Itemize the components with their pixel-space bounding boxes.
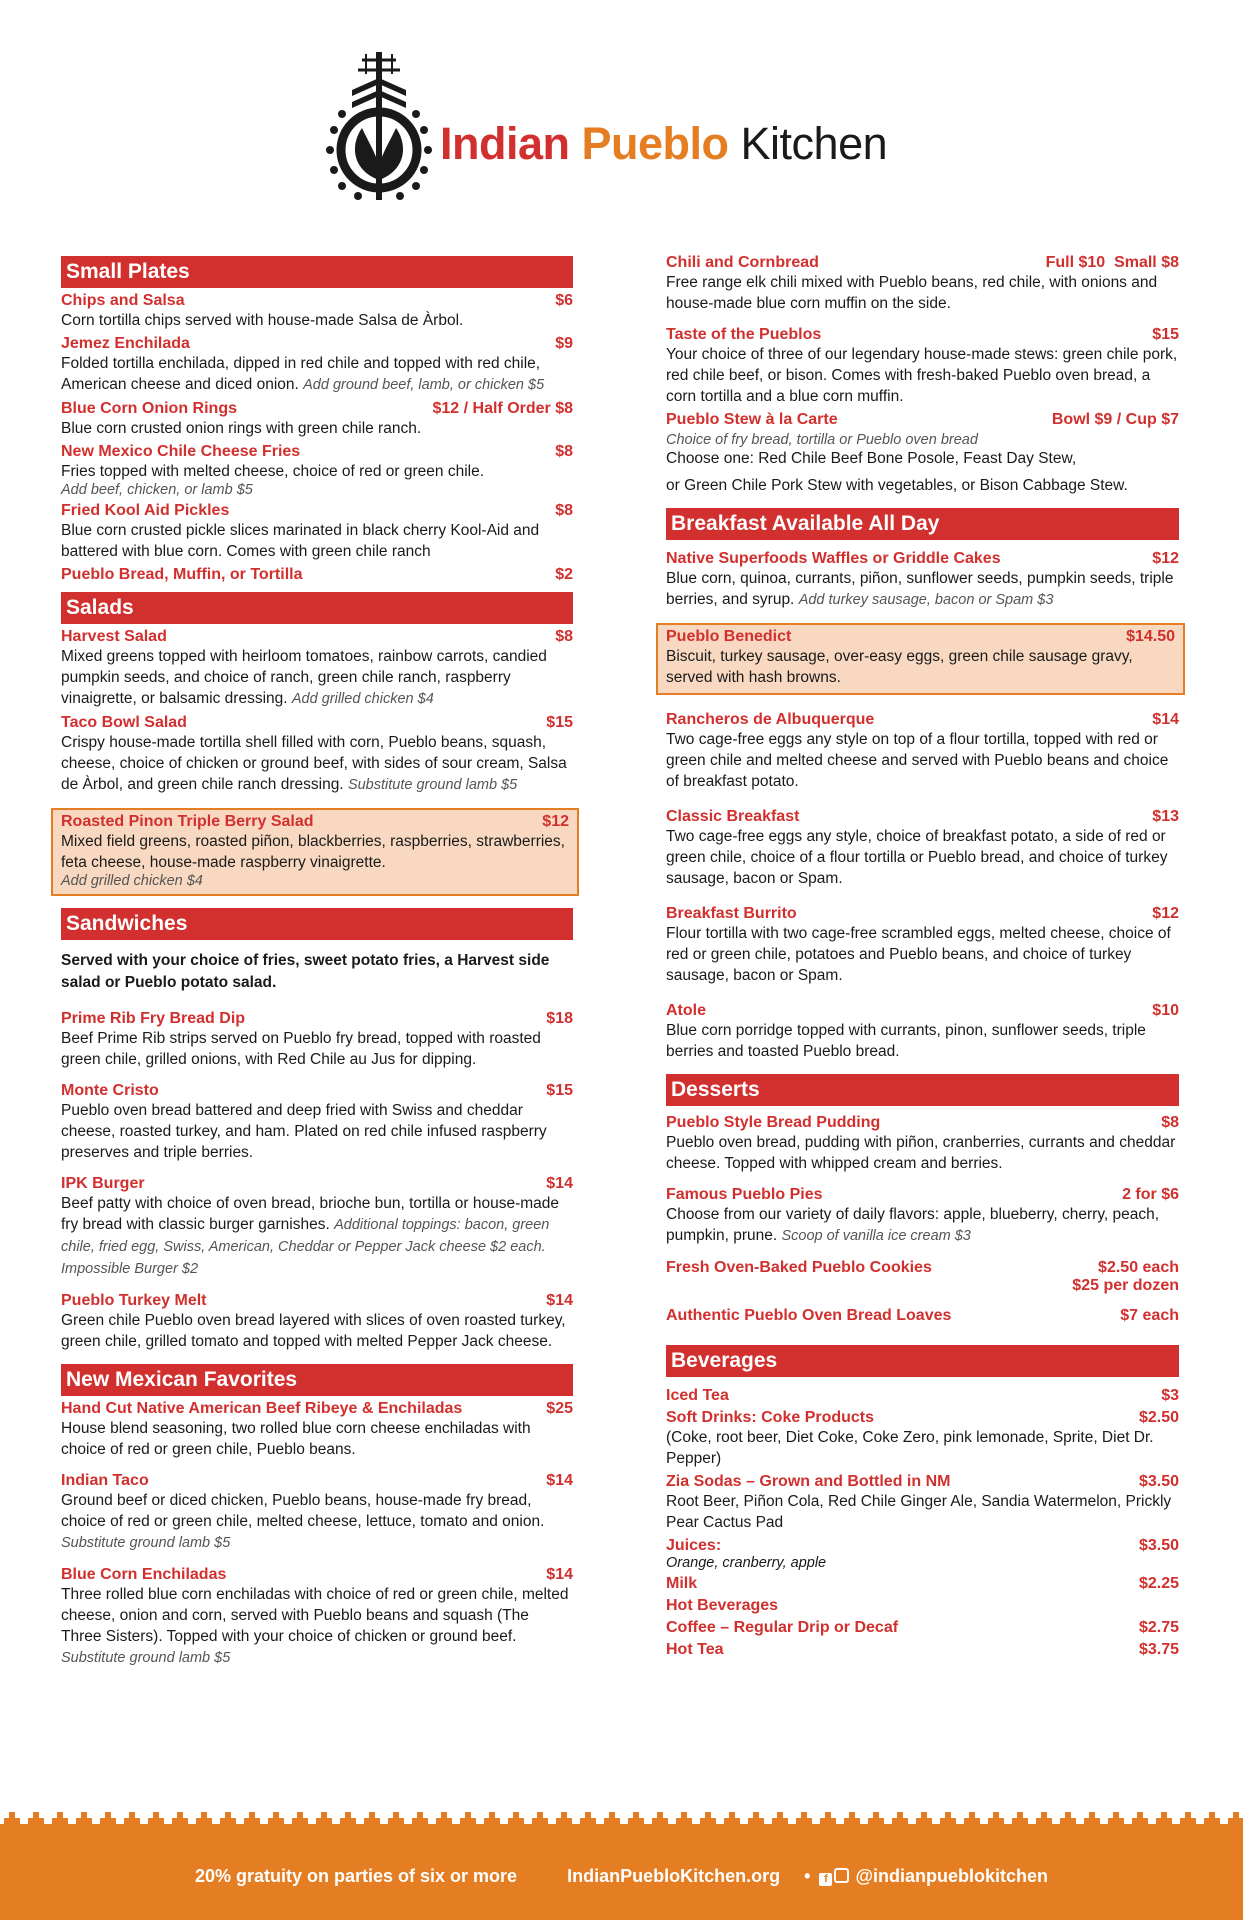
header [0,40,1243,210]
section-title-breakfast: Breakfast Available All Day [666,508,1179,540]
item-name: Fried Kool Aid Pickles [61,502,230,519]
menu-item [61,628,573,710]
item-name: Native Superfoods Waffles or Griddle Cakes [666,550,1001,567]
item-description: (Coke, root beer, Diet Coke, Coke Zero, pink lemonade, Sprite, Diet Dr. Pepper) [666,1429,1154,1467]
menu-item [666,550,1179,611]
brand-word-indian: Indian [440,118,570,169]
menu-item [666,1641,1179,1659]
menu-item [666,808,1179,889]
brand-word-pueblo: Pueblo [581,118,729,169]
item-name: Classic Breakfast [666,808,800,825]
item-name: Pueblo Benedict [666,628,792,645]
item-name: Blue Corn Onion Rings [61,400,237,417]
item-note: Add turkey sausage, bacon or Spam $3 [798,592,1054,608]
item-price: $12 [1152,905,1179,922]
item-name: Fresh Oven-Baked Pueblo Cookies [666,1259,932,1276]
item-description: Pueblo oven bread, pudding with piñon, cranberries, currants and cheddar cheese. Topped with whipped cream and berries. [666,1134,1176,1172]
social-handle[interactable]: @indianpueblokitchen [855,1866,1049,1886]
item-description: Blue corn crusted onion rings with green chile ranch. [61,420,422,437]
item-name: Authentic Pueblo Oven Bread Loaves [666,1307,952,1324]
item-price: $14 [546,1472,573,1489]
item-name: Famous Pueblo Pies [666,1186,823,1203]
menu-item [61,1400,573,1460]
menu-item [61,335,573,396]
item-price: $2.25 [1138,1575,1179,1592]
item-description: Mixed field greens, roasted piñon, blackberries, raspberries, strawberries, feta cheese, house-made raspberry vinaigrette. [61,833,565,871]
menu-item [666,1575,1179,1593]
item-description: Flour tortilla with two cage-free scrambled eggs, melted cheese, choice of red or green chile, potatoes and Pueblo beans, and choice of turkey sausage, bacon or Spam. [666,925,1171,984]
item-description: Pueblo oven bread battered and deep fried with Swiss and cheddar cheese, roasted turkey, and ham. Plated on red chile infused raspberry preserves and triple berries. [61,1102,547,1161]
item-price: $14 [546,1175,573,1192]
item-description: Mixed greens topped with heirloom tomatoes, rainbow carrots, candied pumpkin seeds, and choice of ranch, green chile ranch, raspberry vinaigrette, or balsamic dressing. [61,648,547,707]
item-name: Blue Corn Enchiladas [61,1566,227,1583]
item-description: Two cage-free eggs any style on top of a flour tortilla, topped with red or green chile and melted cheese and served with Pueblo beans and choice of breakfast potato. [666,731,1169,790]
item-price: $12 [1152,550,1179,567]
item-price: Bowl $9 / Cup $7 [1051,411,1179,428]
item-price: $2.75 [1138,1619,1179,1636]
menu-item [666,1186,1179,1247]
item-name: Jemez Enchilada [61,335,190,352]
item-note: Add ground beef, lamb, or chicken $5 [303,377,545,393]
item-price: 2 for $6 [1122,1186,1179,1203]
brand-word-kitchen: Kitchen [740,118,888,169]
section-title-desserts: Desserts [666,1074,1179,1106]
website-link[interactable]: IndianPuebloKitchen.org [567,1866,781,1886]
item-name: Hot Tea [666,1641,724,1658]
item-name: Taco Bowl Salad [61,714,187,731]
item-price: $12 [542,813,569,830]
footer-text [0,1866,1243,1887]
menu-item [61,1566,573,1669]
item-name: Chips and Salsa [61,292,185,309]
item-name: Rancheros de Albuquerque [666,711,875,728]
item-name: Pueblo Bread, Muffin, or Tortilla [61,566,303,583]
menu-item [61,502,573,562]
item-price: $12 / Half Order $8 [432,400,573,417]
section-title-sandwiches: Sandwiches [61,908,573,940]
item-price: $9 [555,335,573,352]
item-name: Hand Cut Native American Beef Ribeye & Enchiladas [61,1400,463,1417]
item-name: Harvest Salad [61,628,167,645]
item-price: $3.50 [1138,1537,1179,1554]
item-note: Additional toppings: bacon, green chile, fried egg, Swiss, American, Cheddar or Pepper Jack cheese $2 each. Impossible Burger $2 [61,1217,550,1277]
item-description: Choose one: Red Chile Beef Bone Posole, Feast Day Stew, [666,450,1077,467]
item-note: Substitute ground lamb $5 [61,1535,231,1551]
facebook-icon[interactable]: f [819,1873,832,1886]
gratuity-note: 20% gratuity on parties of six or more [194,1866,518,1886]
logo-icon [322,50,436,205]
item-price: $2.50 [1138,1409,1179,1426]
menu-item [666,411,1179,496]
item-note: Add grilled chicken $4 [291,691,434,707]
item-note: Choice of fry bread, tortilla or Pueblo oven bread [666,432,978,448]
item-name: Atole [666,1002,706,1019]
item-description: Corn tortilla chips served with house-made Salsa de Àrbol. [61,312,464,329]
item-price: $8 [1161,1114,1179,1131]
item-price: $10 [1152,1002,1179,1019]
item-note: Add grilled chicken $4 [61,873,203,889]
item-note: Substitute ground lamb $5 [61,1650,231,1666]
item-description: Blue corn, quinoa, currants, piñon, sunflower seeds, pumpkin seeds, triple berries, and syrup. [666,570,1174,608]
item-name: Chili and Cornbread [666,254,819,271]
item-price: $14 [546,1566,573,1583]
item-description: Blue corn crusted pickle slices marinated in black cherry Kool-Aid and battered with blue corn. Comes with green chile ranch [61,522,540,560]
menu-item [61,1292,573,1352]
item-description: Choose from our variety of daily flavors: apple, blueberry, cherry, peach, pumpkin, prune. [666,1206,1160,1244]
item-name: Monte Cristo [61,1082,159,1099]
item-name: Iced Tea [666,1387,729,1404]
item-price: Full $10 Small $8 [1045,254,1179,271]
menu-item [666,711,1179,792]
item-description: Beef patty with choice of oven bread, brioche bun, tortilla or house-made fry bread with classic burger garnishes. [61,1195,560,1233]
item-description: Free range elk chili mixed with Pueblo beans, red chile, with onions and house-made blue corn muffin on the side. [666,274,1158,312]
item-name: Prime Rib Fry Bread Dip [61,1010,246,1027]
menu-item [666,326,1179,407]
left-column [61,248,573,1681]
featured-menu-item [656,623,1185,695]
item-name: Juices: [666,1537,722,1554]
menu-item [666,1387,1179,1405]
item-description: or Green Chile Pork Stew with vegetables, or Bison Cabbage Stew. [666,477,1128,494]
menu-item [666,1473,1179,1533]
item-description: Your choice of three of our legendary house-made stews: green chile pork, red chile beef, or bison. Comes with fresh-baked Pueblo oven bread, a corn tortilla and a blue corn muffin. [666,346,1178,405]
instagram-icon[interactable] [834,1868,849,1883]
item-price: $15 [546,714,573,731]
item-description: Three rolled blue corn enchiladas with choice of red or green chile, melted cheese, onion and corn, served with Pueblo beans and squash (The Three Sisters). Topped with your choice of chicken or ground beef. [61,1586,569,1645]
item-name: Soft Drinks: Coke Products [666,1409,875,1426]
item-price: $8 [555,443,573,460]
item-price: $14.50 [1126,628,1175,645]
menu-item [61,1175,573,1280]
section-title-beverages: Beverages [666,1345,1179,1377]
item-note: Scoop of vanilla ice cream $3 [781,1228,971,1244]
menu-item [61,1082,573,1163]
item-description: House blend seasoning, two rolled blue corn cheese enchiladas with choice of red or green chile, Pueblo beans. [61,1420,531,1458]
item-description: Green chile Pueblo oven bread layered with slices of oven roasted turkey, green chile, grilled tomato and topped with melted Pepper Jack cheese. [61,1312,566,1350]
sandwiches-intro: Served with your choice of fries, sweet potato fries, a Harvest side salad or Pueblo potato salad. [61,952,550,991]
item-name: Indian Taco [61,1472,149,1489]
menu-item [666,905,1179,986]
item-description: Fries topped with melted cheese, choice of red or green chile. [61,463,485,480]
bullet-separator: • [804,1866,811,1886]
item-name: New Mexico Chile Cheese Fries [61,443,301,460]
item-price: $8 [555,628,573,645]
featured-menu-item [51,808,579,896]
item-description: Root Beer, Piñon Cola, Red Chile Ginger Ale, Sandia Watermelon, Prickly Pear Cactus Pad [666,1493,1172,1531]
item-price: $13 [1152,808,1179,825]
item-price: $15 [546,1082,573,1099]
menu-item [61,566,573,584]
item-description: Blue corn porridge topped with currants, pinon, sunflower seeds, triple berries and toasted Pueblo bread. [666,1022,1146,1060]
item-name: Milk [666,1575,698,1592]
item-name: Taste of the Pueblos [666,326,822,343]
menu-item [666,1409,1179,1469]
menu-item [61,443,573,498]
brand-name [440,118,887,170]
item-description: Folded tortilla enchilada, dipped in red chile and topped with red chile, American cheese and diced onion. [61,355,541,393]
section-title-new-mexican-favorites: New Mexican Favorites [61,1364,573,1396]
item-description: Ground beef or diced chicken, Pueblo beans, house-made fry bread, choice of red or green chile, melted cheese, lettuce, tomato and onion. [61,1492,545,1530]
item-price: $3.75 [1138,1641,1179,1658]
item-name: Pueblo Turkey Melt [61,1292,207,1309]
menu-item [666,1619,1179,1637]
menu-item [61,400,573,439]
item-price: $8 [555,502,573,519]
item-name: Pueblo Stew à la Carte [666,411,838,428]
item-description: Two cage-free eggs any style, choice of breakfast potato, a side of red or green chile, choice of a flour tortilla or Pueblo bread, and choice of turkey sausage, bacon or Spam. [666,828,1168,887]
item-name: IPK Burger [61,1175,145,1192]
item-price: $3.50 [1138,1473,1179,1490]
item-price: $25 [546,1400,573,1417]
item-price: $2 [555,566,573,583]
item-description: Crispy house-made tortilla shell filled with corn, Pueblo beans, squash, cheese, choice of chicken or ground beef, with sides of sour cream, Salsa de Àrbol, and green chile ranch dressing. [61,734,567,793]
menu-item [666,1537,1179,1571]
item-price: $6 [555,292,573,309]
item-price: $15 [1152,326,1179,343]
item-price-secondary: $25 per dozen [1072,1277,1179,1294]
item-name: Zia Sodas – Grown and Bottled in NM [666,1473,951,1490]
right-column [666,248,1179,1663]
item-description: Beef Prime Rib strips served on Pueblo fry bread, topped with roasted green chile, grilled onions, with Red Chile au Jus for dipping. [61,1030,541,1068]
item-note: Orange, cranberry, apple [666,1555,827,1571]
menu-item [666,1259,1179,1295]
item-name: Pueblo Style Bread Pudding [666,1114,881,1131]
menu-item [61,292,573,331]
item-price: $7 each [1120,1307,1179,1324]
menu-item [666,1002,1179,1062]
menu-item [666,254,1179,314]
item-price: $14 [1152,711,1179,728]
section-title-small-plates: Small Plates [61,256,573,288]
item-note: Substitute ground lamb $5 [347,777,518,793]
item-price: $14 [546,1292,573,1309]
section-title-salads: Salads [61,592,573,624]
item-name: Hot Beverages [666,1597,779,1614]
item-price: $18 [546,1010,573,1027]
item-description: Biscuit, turkey sausage, over-easy eggs, green chile sausage gravy, served with hash browns. [666,648,1133,686]
item-name: Breakfast Burrito [666,905,797,922]
item-name: Coffee – Regular Drip or Decaf [666,1619,899,1636]
item-price: $3 [1161,1387,1179,1404]
item-note: Add beef, chicken, or lamb $5 [61,482,253,498]
menu-item [61,1472,573,1554]
item-price: $2.50 each [1098,1259,1179,1276]
item-name: Roasted Pinon Triple Berry Salad [61,813,314,830]
menu-item [666,1597,1179,1615]
footer [0,1810,1243,1920]
menu-item [666,1114,1179,1174]
menu-item [666,1307,1179,1325]
menu-item [61,714,573,796]
menu-item [61,1010,573,1070]
